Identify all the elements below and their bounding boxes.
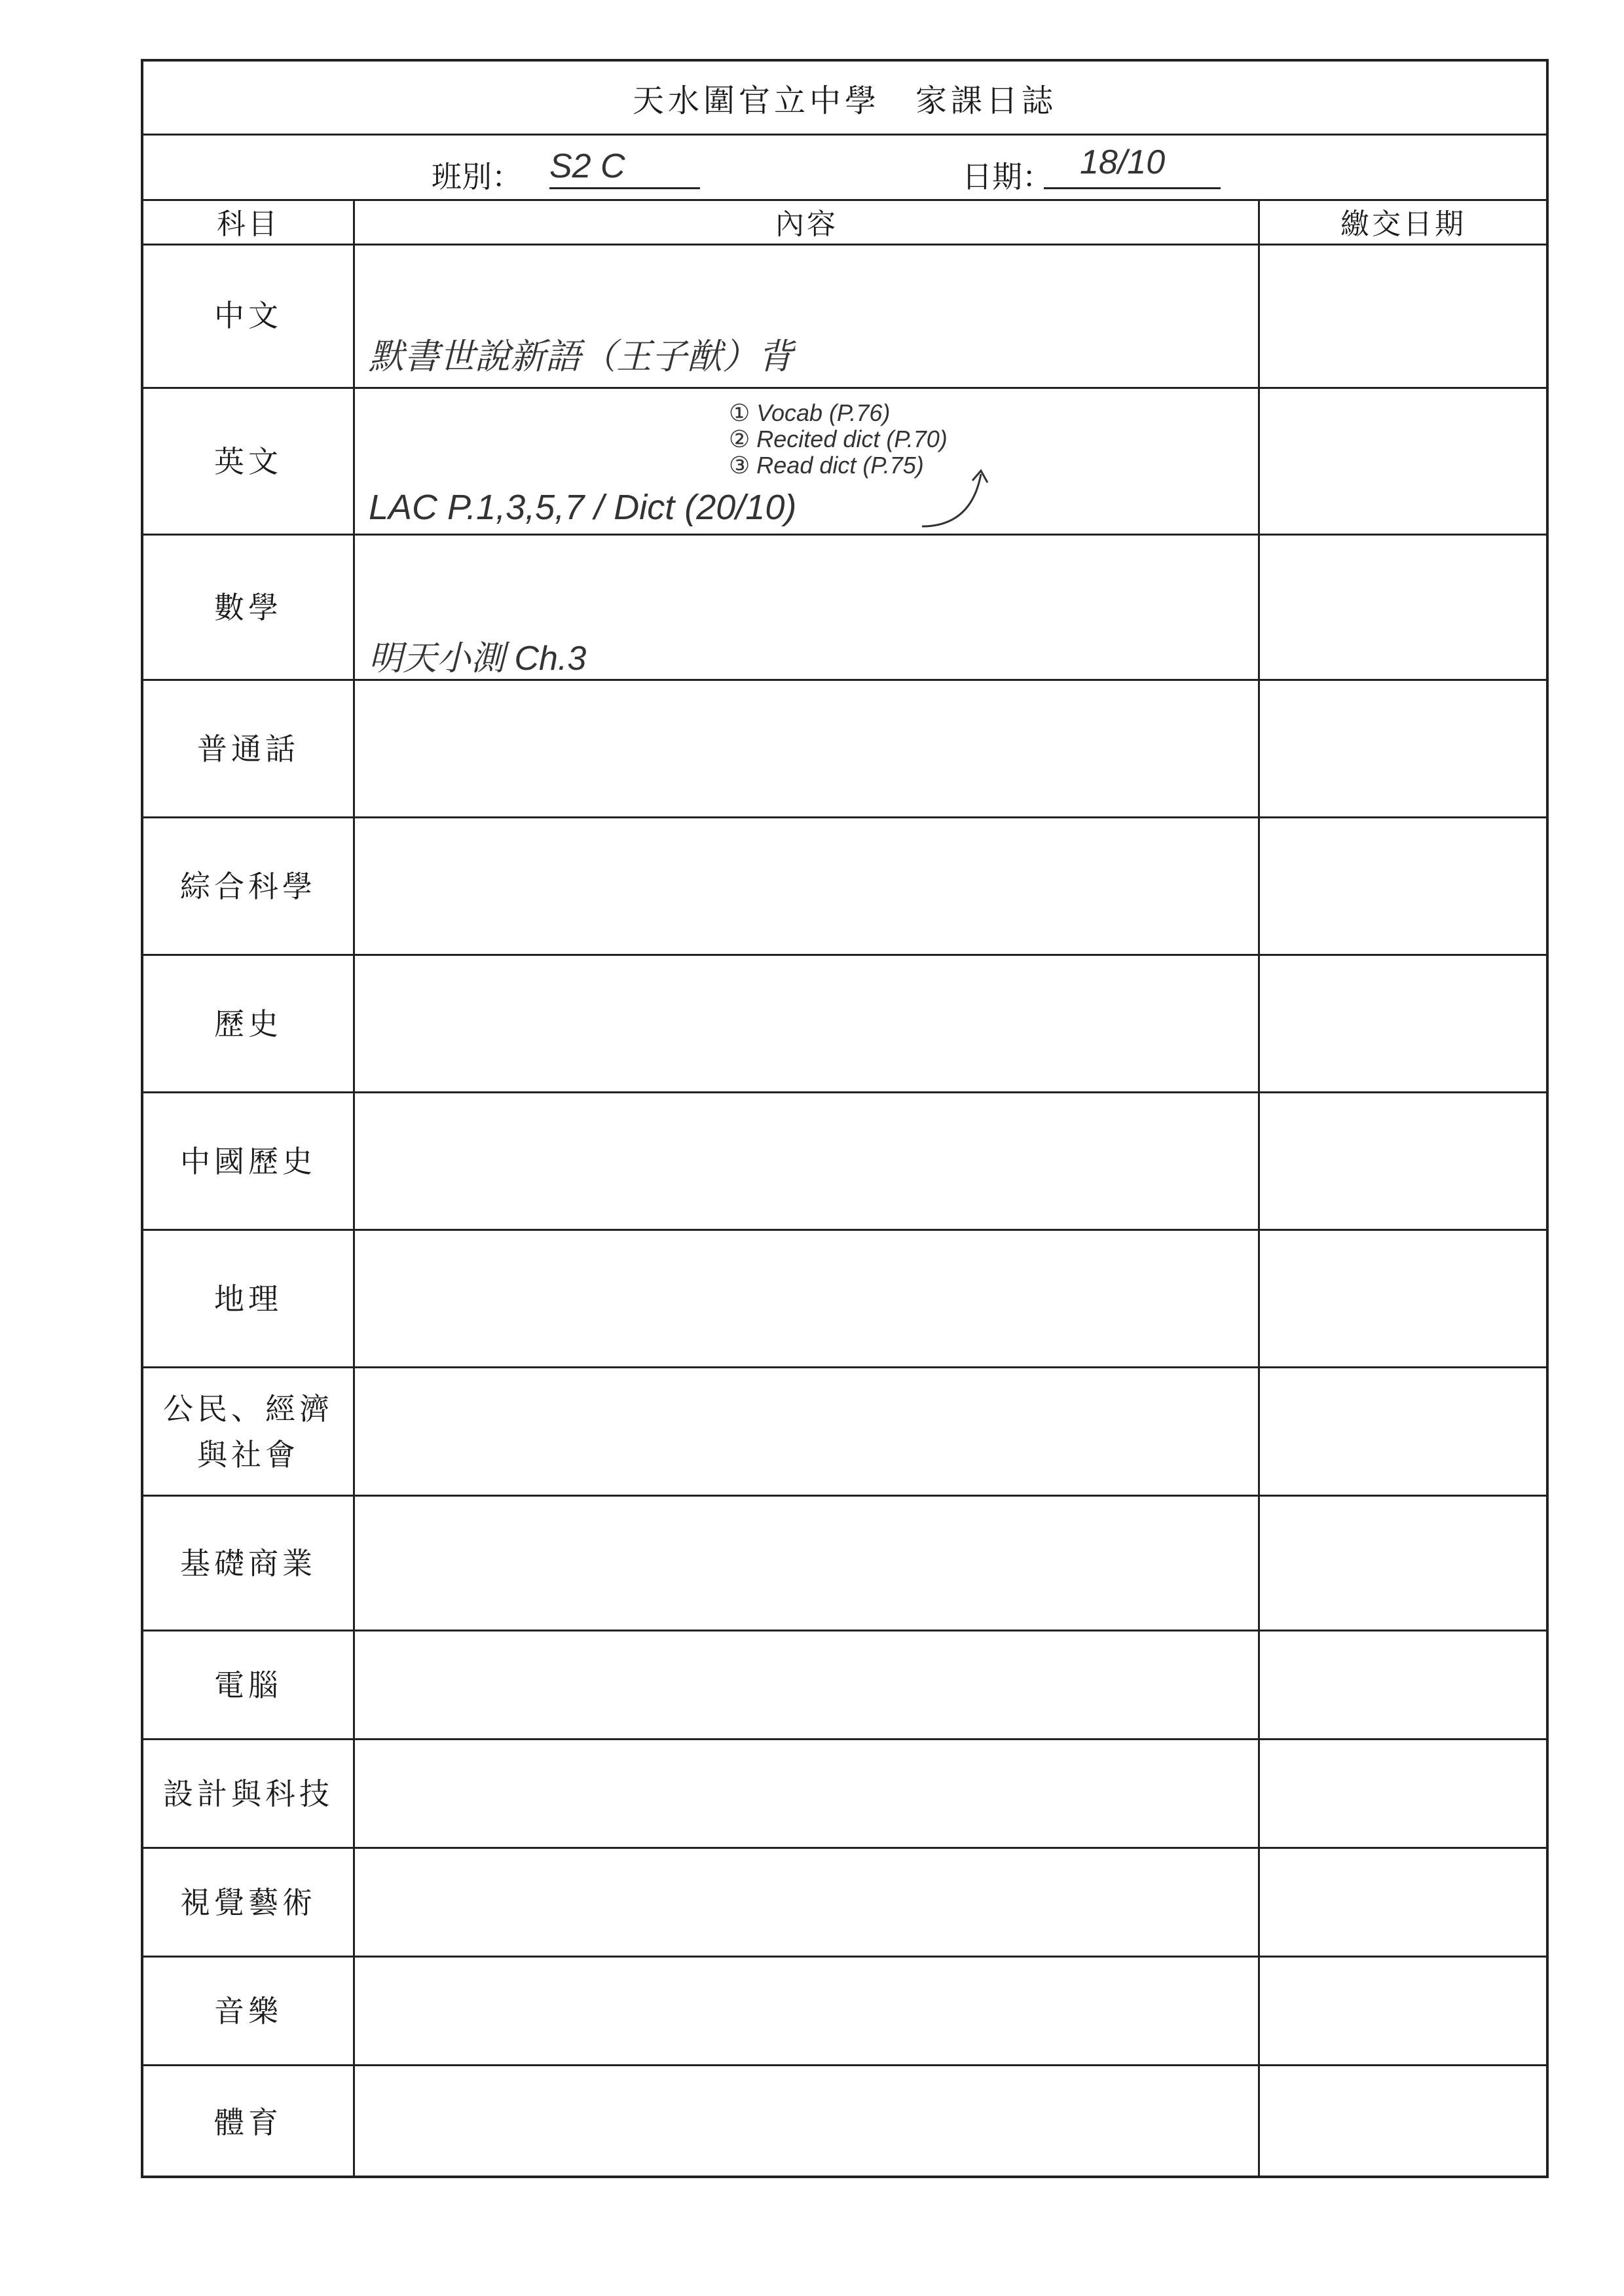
content-text: LAC P.1,3,5,7 / Dict (20/10): [369, 488, 797, 527]
due-cell: [1261, 1497, 1546, 1630]
content-text: 明天小測 Ch.3: [369, 640, 587, 678]
column-header-subject: 科目: [217, 208, 280, 241]
class-label: 班別：: [432, 159, 522, 194]
due-cell: [1261, 244, 1546, 387]
table-row: [143, 1231, 1546, 1368]
table-row: [143, 536, 1546, 681]
homework-diary-sheet: [141, 59, 1549, 2178]
content-cell: [356, 1368, 1258, 1495]
content-cell: [356, 389, 1258, 534]
class-value: S2 C: [549, 147, 625, 185]
content-cell: [356, 681, 1258, 816]
subject-cell: 視覺藝術: [180, 1884, 316, 1920]
column-header-content: 內容: [775, 208, 838, 241]
table-row: [143, 1368, 1546, 1497]
meta-row: [143, 134, 1546, 201]
content-note: ② Recited dict (P.70): [729, 426, 948, 452]
subject-cell: 數學: [214, 589, 282, 625]
due-cell: [1261, 389, 1546, 534]
date-underline: [1044, 187, 1221, 189]
table-row: [143, 681, 1546, 818]
table-row: [143, 818, 1546, 956]
table-row: [143, 956, 1546, 1093]
subject-cell: 體育: [214, 2104, 282, 2140]
due-cell: [1261, 1849, 1546, 1956]
due-cell: [1261, 1631, 1546, 1738]
date-label: 日期：: [962, 159, 1052, 194]
subject-cell: 中國歷史: [180, 1143, 316, 1179]
table-row: [143, 1740, 1546, 1849]
subject-cell: 電腦: [214, 1667, 282, 1703]
due-cell: [1261, 818, 1546, 954]
content-cell: [356, 1958, 1258, 2064]
column-header-due: 繳交日期: [1340, 208, 1466, 241]
due-cell: [1261, 536, 1546, 679]
table-row: [143, 1093, 1546, 1231]
due-cell: [1261, 1958, 1546, 2064]
subject-cell: 綜合科學: [180, 868, 316, 904]
class-underline: [549, 187, 700, 189]
subject-cell: 英文: [214, 443, 282, 479]
table-row: [143, 2066, 1546, 2178]
date-value: 18/10: [1080, 143, 1166, 181]
content-cell: [356, 244, 1258, 387]
table-row: [143, 244, 1546, 389]
table-row: [143, 1958, 1546, 2066]
content-text: 默書世說新語（王子猷）背: [369, 337, 793, 376]
page-title: 天水圍官立中學 家課日誌: [143, 62, 1546, 136]
content-cell: [356, 818, 1258, 954]
due-cell: [1261, 1231, 1546, 1366]
subject-cell: 基礎商業: [180, 1545, 316, 1581]
subject-cell: 地理: [214, 1281, 282, 1317]
due-cell: [1261, 681, 1546, 816]
table-row: [143, 389, 1546, 536]
subject-cell: 歷史: [214, 1006, 282, 1042]
table-row: [143, 1497, 1546, 1631]
content-cell: [356, 1631, 1258, 1738]
content-cell: [356, 2066, 1258, 2178]
due-cell: [1261, 1740, 1546, 1847]
due-cell: [1261, 2066, 1546, 2178]
subject-cell: 普通話: [197, 731, 299, 767]
due-cell: [1261, 956, 1546, 1091]
content-cell: [356, 956, 1258, 1091]
subject-cell: 設計與科技: [163, 1776, 333, 1812]
due-cell: [1261, 1093, 1546, 1229]
table-row: [143, 1849, 1546, 1958]
content-cell: [356, 1740, 1258, 1847]
content-cell: [356, 536, 1258, 679]
arrow-icon: [919, 461, 997, 533]
content-cell: [356, 1231, 1258, 1366]
due-cell: [1261, 1368, 1546, 1495]
content-note: ① Vocab (P.76): [729, 399, 891, 426]
content-note: ③ Read dict (P.75): [729, 452, 924, 479]
content-cell: [356, 1849, 1258, 1956]
subject-cell: 公民、經濟與社會: [163, 1391, 333, 1472]
subject-cell: 音樂: [214, 1993, 282, 2029]
subject-cell: 中文: [214, 297, 282, 333]
table-row: [143, 1631, 1546, 1740]
content-cell: [356, 1497, 1258, 1630]
content-cell: [356, 1093, 1258, 1229]
